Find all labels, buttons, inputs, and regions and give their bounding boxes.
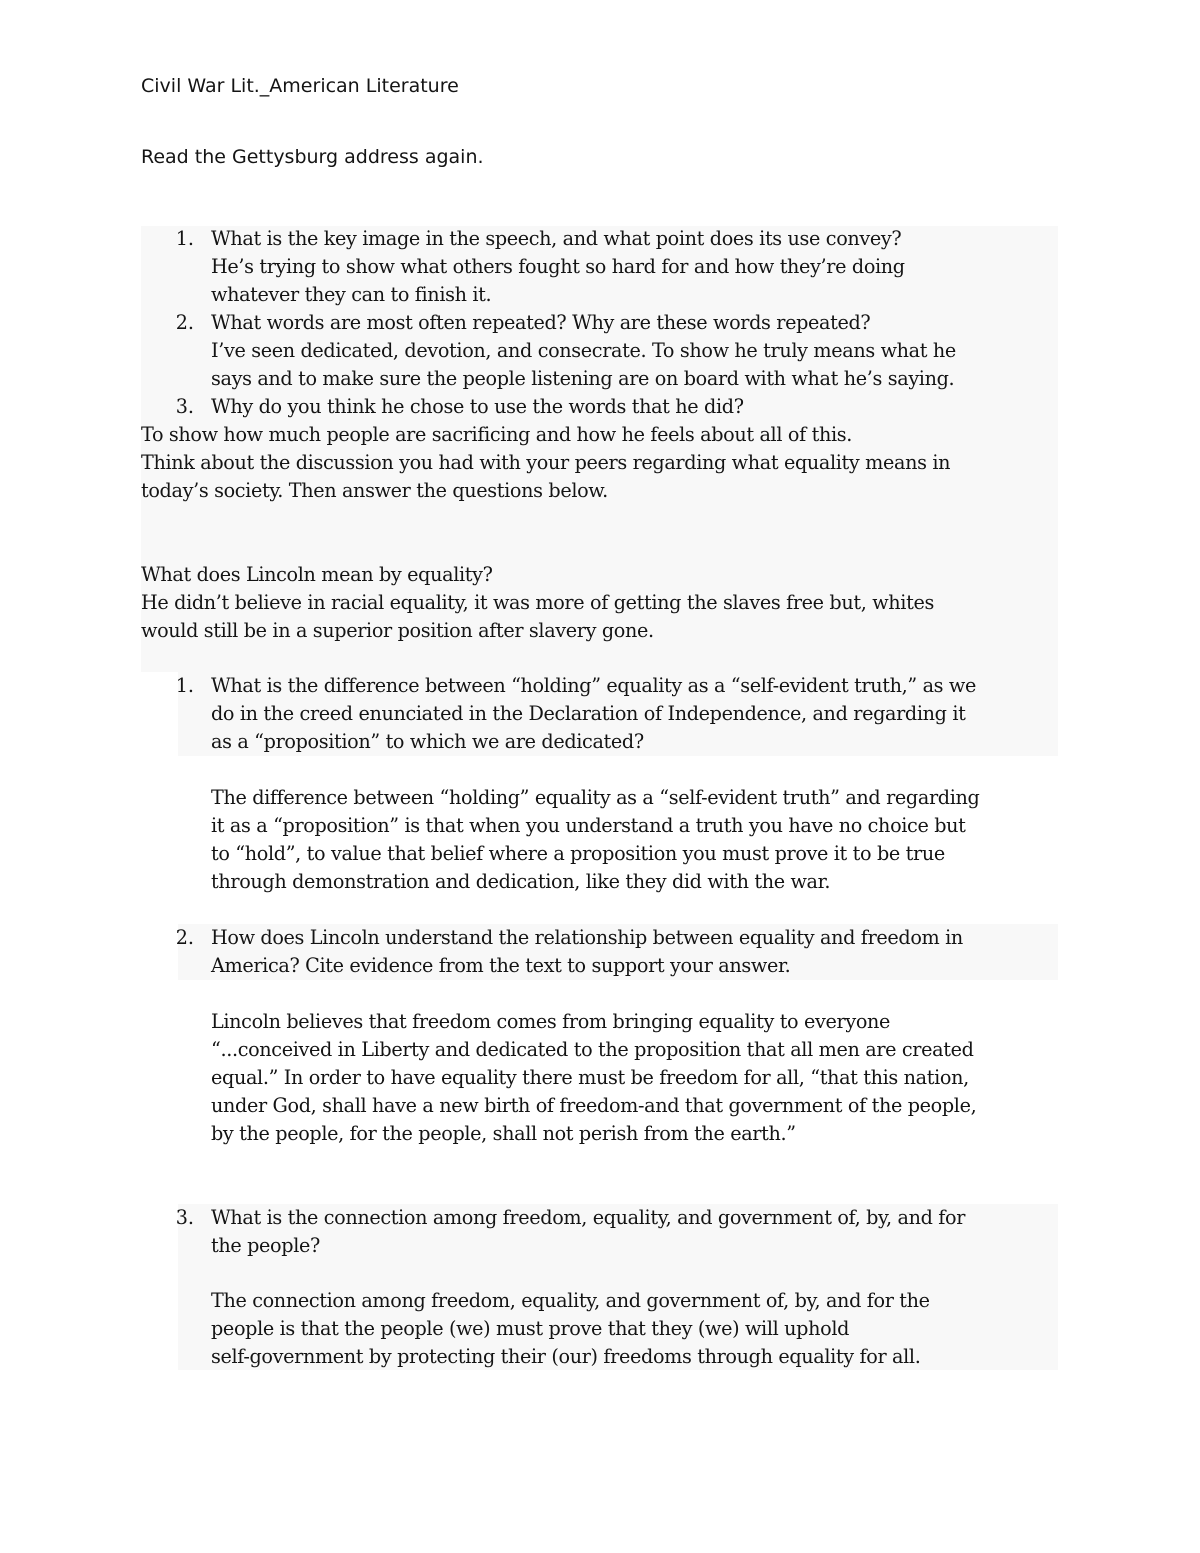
prompt-text: Think about the discussion you had with your peers regarding what equality means in [141,451,951,474]
question-text: do in the creed enunciated in the Declaration of Independence, and regarding it [211,702,966,725]
question-text: Why do you think he chose to use the words that he did? [211,395,744,418]
list-number: 3. [175,1206,194,1229]
question-text: How does Lincoln understand the relationship between equality and freedom in [211,926,963,949]
answer-text: To show how much people are sacrificing and how he feels about all of this. [141,423,852,446]
question-text: What is the difference between “holding” equality as a “self-evident truth,” as we [211,674,977,697]
answer-text: through demonstration and dedication, like they did with the war. [211,870,831,893]
answer-text: The connection among freedom, equality, and government of, by, and for the [211,1289,930,1312]
list-number: 1. [175,227,194,250]
question-text: America? Cite evidence from the text to support your answer. [211,954,791,977]
list-number: 2. [175,311,194,334]
question-text: What does Lincoln mean by equality? [141,563,493,586]
answer-text: by the people, for the people, shall not perish from the earth.” [211,1122,796,1145]
answer-text: I’ve seen dedicated, devotion, and consecrate. To show he truly means what he [211,339,956,362]
question-text: What is the key image in the speech, and what point does its use convey? [211,227,902,250]
question-text: as a “proposition” to which we are dedicated? [211,730,644,753]
answer-text: to “hold”, to value that belief where a proposition you must prove it to be true [211,842,945,865]
instruction-text: Read the Gettysburg address again. [141,146,484,168]
answer-text: equal.” In order to have equality there must be freedom for all, “that this nation, [211,1066,969,1089]
prompt-text: today’s society. Then answer the questions below. [141,479,608,502]
answer-text: says and to make sure the people listening are on board with what he’s saying. [211,367,955,390]
answer-text: self-government by protecting their (our) freedoms through equality for all. [211,1345,921,1368]
answer-text: He’s trying to show what others fought so hard for and how they’re doing [211,255,905,278]
list-number: 3. [175,395,194,418]
question-text: What is the connection among freedom, equality, and government of, by, and for [211,1206,966,1229]
question-text: the people? [211,1234,320,1257]
answer-text: under God, shall have a new birth of freedom-and that government of the people, [211,1094,977,1117]
answer-text: it as a “proposition” is that when you understand a truth you have no choice but [211,814,966,837]
answer-text: “...conceived in Liberty and dedicated to the proposition that all men are created [211,1038,974,1061]
list-number: 1. [175,674,194,697]
answer-text: would still be in a superior position after slavery gone. [141,619,654,642]
list-number: 2. [175,926,194,949]
answer-text: people is that the people (we) must prove that they (we) will uphold [211,1317,850,1340]
document-title: Civil War Lit._American Literature [141,75,459,97]
answer-text: Lincoln believes that freedom comes from bringing equality to everyone [211,1010,891,1033]
answer-text: He didn’t believe in racial equality, it was more of getting the slaves free but, whites [141,591,934,614]
question-text: What words are most often repeated? Why are these words repeated? [211,311,871,334]
answer-text: whatever they can to finish it. [211,283,492,306]
answer-text: The difference between “holding” equality as a “self-evident truth” and regarding [211,786,980,809]
